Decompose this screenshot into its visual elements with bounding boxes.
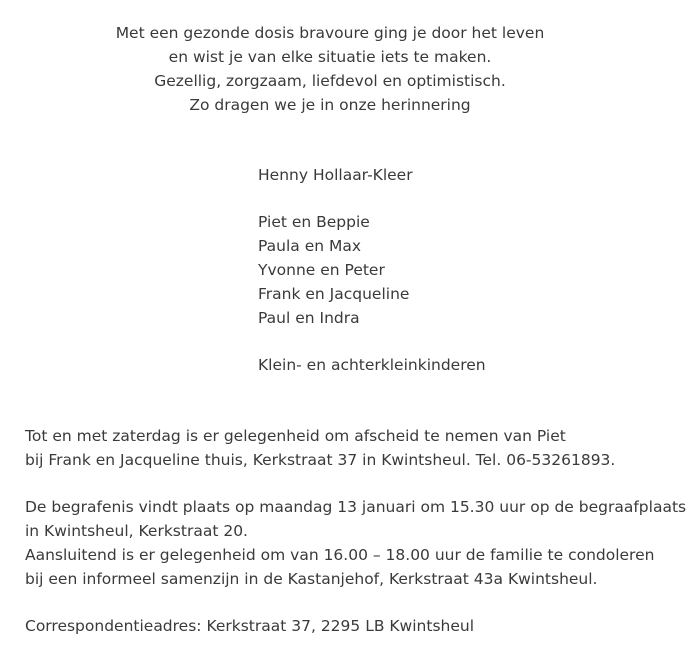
funeral-line: De begrafenis vindt plaats op maandag 13 januari om 15.30 uur op de begraafplaats (25, 498, 687, 516)
grandchildren: Klein- en achterkleinkinderen (258, 356, 486, 374)
memorial-poem (0, 21, 660, 117)
funeral-line: in Kwintsheul, Kerkstraat 20. (25, 522, 248, 540)
farewell-line: Tot en met zaterdag is er gelegenheid om afscheid te nemen van Piet (25, 427, 566, 445)
poem-line: Met een gezonde dosis bravoure ging je door het leven (115, 24, 545, 42)
child-couple: Piet en Beppie (258, 213, 370, 231)
poem-line: Gezellig, zorgzaam, liefdevol en optimistisch. (154, 72, 506, 90)
poem-line: Zo dragen we je in onze herinnering (189, 96, 471, 114)
child-couple: Yvonne en Peter (258, 261, 385, 279)
spouse-name: Henny Hollaar-Kleer (258, 166, 413, 184)
funeral-line: Aansluitend is er gelegenheid om van 16.00 – 18.00 uur de familie te condoleren (25, 546, 655, 564)
child-couple: Paula en Max (258, 237, 362, 255)
child-couple: Paul en Indra (258, 309, 360, 327)
farewell-line: bij Frank en Jacqueline thuis, Kerkstraat 37 in Kwintsheul. Tel. 06-53261893. (25, 451, 616, 469)
funeral-info (25, 424, 686, 638)
child-couple: Frank en Jacqueline (258, 285, 410, 303)
poem-line: en wist je van elke situatie iets te maken. (168, 48, 492, 66)
family-list (258, 163, 486, 377)
funeral-line: bij een informeel samenzijn in de Kastanjehof, Kerkstraat 43a Kwintsheul. (25, 570, 598, 588)
correspondence-address: Correspondentieadres: Kerkstraat 37, 2295 LB Kwintsheul (25, 617, 475, 635)
